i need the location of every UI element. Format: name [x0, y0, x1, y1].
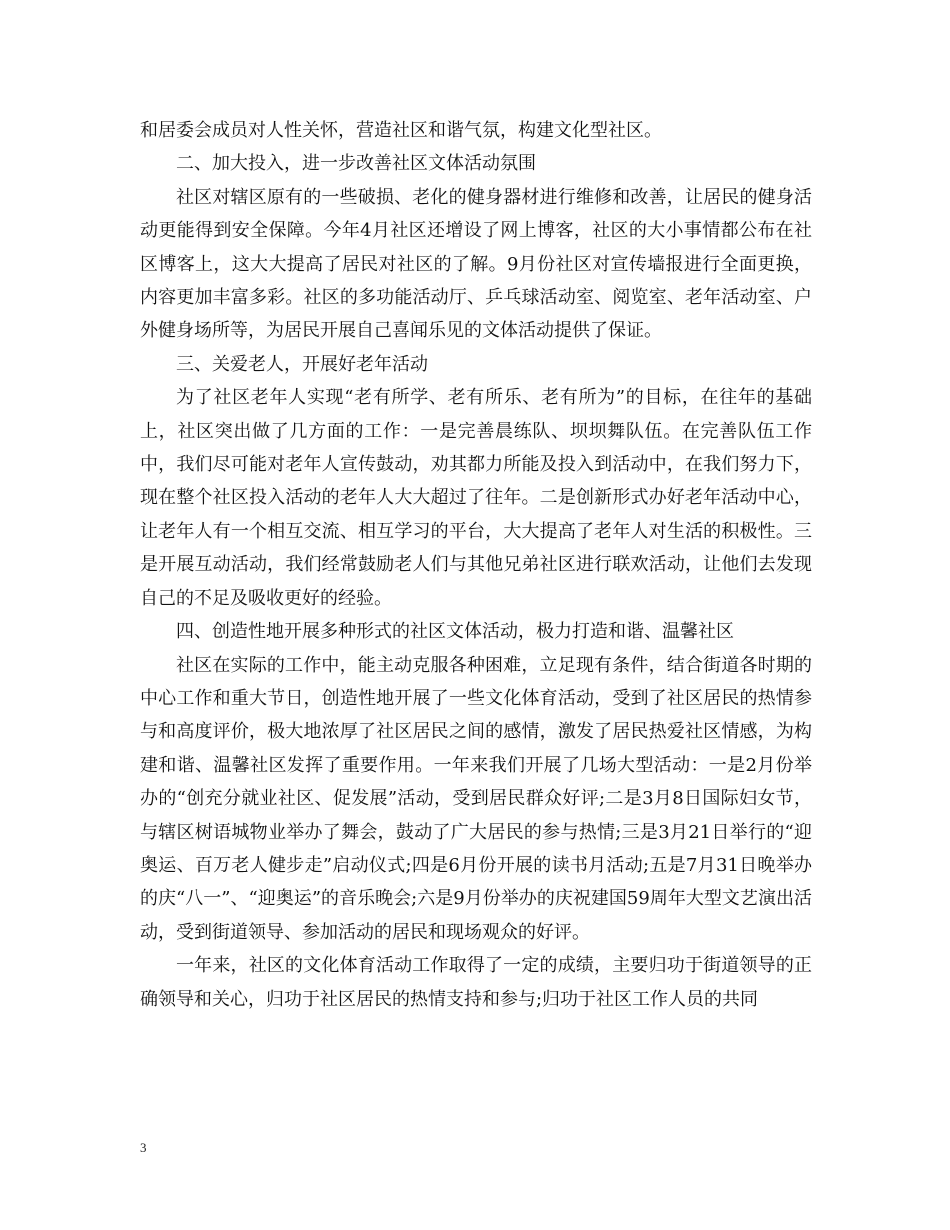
document-body [140, 114, 812, 1016]
section-heading-4: 四、创造性地开展多种形式的社区文体活动，极力打造和谐、温馨社区 [176, 621, 734, 643]
section-heading-2: 二、加大投入，进一步改善社区文体活动氛围 [176, 153, 536, 175]
section-heading-3: 三、关爱老人，开展好老年活动 [176, 353, 428, 375]
paragraph-continuation: 和居委会成员对人性关怀，营造社区和谐气氛，构建文化型社区。 [140, 120, 662, 141]
page-number: 3 [140, 1140, 147, 1155]
paragraph-summary: 一年来，社区的文化体育活动工作取得了一定的成绩，主要归功于街道领导的正确领导和关心，归功于社区居民的热情支持和参与;归功于社区工作人员的共同 [140, 955, 812, 1010]
paragraph-facilities: 社区对辖区原有的一些破损、老化的健身器材进行维修和改善，让居民的健身活动更能得到安全保障。今年4月社区还增设了网上博客，社区的大小事情都公布在社区博客上，这大大提高了居民对社区的了解。9月份社区对宣传墙报进行全面更换，内容更加丰富多彩。社区的多功能活动厅、乒乓球活动室、阅览室、老年活动室、户外健身场所等，为居民开展自己喜闻乐见的文体活动提供了保证。 [140, 186, 812, 342]
paragraph-activities: 社区在实际的工作中，能主动克服各种困难，立足现有条件，结合街道各时期的中心工作和重大节日，创造性地开展了一些文化体育活动，受到了社区居民的热情参与和高度评价，极大地浓厚了社区居民之间的感情，激发了居民热爱社区情感，为构建和谐、温馨社区发挥了重要作用。一年来我们开展了几场大型活动：一是2月份举办的“创充分就业社区、促发展”活动，受到居民群众好评;二是3月8日国际妇女节，与辖区树语城物业举办了舞会，鼓动了广大居民的参与热情;三是3月21日举行的“迎奥运、百万老人健步走”启动仪式;四是6月份开展的读书月活动;五是7月31日晚举办的庆“八一”、“迎奥运”的音乐晚会;六是9月份举办的庆祝建国59周年大型文艺演出活动，受到街道领导、参加活动的居民和现场观众的好评。 [140, 654, 812, 943]
paragraph-elderly: 为了社区老年人实现“老有所学、老有所乐、老有所为”的目标，在往年的基础上，社区突出做了几方面的工作：一是完善晨练队、坝坝舞队伍。在完善队伍工作中，我们尽可能对老年人宣传鼓动，劝其都力所能及投入到活动中，在我们努力下，现在整个社区投入活动的老年人大大超过了往年。二是创新形式办好老年活动中心，让老年人有一个相互交流、相互学习的平台，大大提高了老年人对生活的积极性。三是开展互动活动，我们经常鼓励老人们与其他兄弟社区进行联欢活动，让他们去发现自己的不足及吸收更好的经验。 [140, 387, 812, 609]
